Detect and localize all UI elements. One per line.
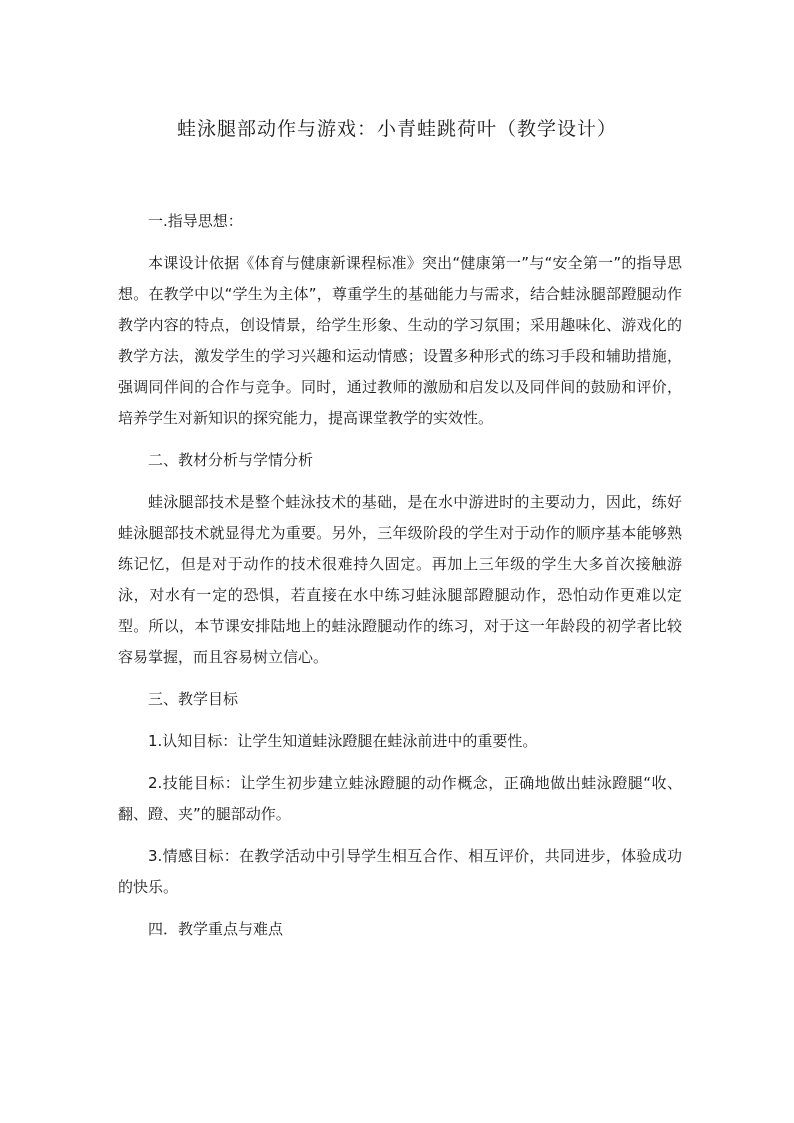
paragraph-material-analysis: 蛙泳腿部技术是整个蛙泳技术的基础，是在水中游进时的主要动力，因此，练好蛙泳腿部技术就显得尤为重要。另外，三年级阶段的学生对于动作的顺序基本能够熟练记忆，但是对于动作的技术很难持久固定。再加上三年级的学生大多首次接触游泳，对水有一定的恐惧，若直接在水中练习蛙泳腿部蹬腿动作，恐怕动作更难以定型。所以，本节课安排陆地上的蛙泳蹬腿动作的练习，对于这一年龄段的初学者比较容易掌握，而且容易树立信心。 [118,493,682,666]
document-body [118,206,682,956]
section-heading-material-analysis: 二、教材分析与学情分析 [148,451,314,469]
paragraph-skill-goal: 2.技能目标：让学生初步建立蛙泳蹬腿的动作概念，正确地做出蛙泳蹬腿“收、翻、蹬、夹”的腿部动作。 [118,774,682,823]
paragraph-cognitive-goal: 1.认知目标：让学生知道蛙泳蹬腿在蛙泳前进中的重要性。 [148,732,538,750]
section-heading-key-points: 四．教学重点与难点 [148,920,284,938]
section-heading-teaching-goals: 三、教学目标 [148,690,239,708]
paragraph-guiding-ideology: 本课设计依据《体育与健康新课程标准》突出“健康第一”与“安全第一”的指导思想。在教学中以“学生为主体”，尊重学生的基础能力与需求，结合蛙泳腿部蹬腿动作教学内容的特点，创设情景，给学生形象、生动的学习氛围；采用趣味化、游戏化的教学方法，激发学生的学习兴趣和运动情感；设置多种形式的练习手段和辅助措施，强调同伴间的合作与竞争。同时，通过教师的激励和启发以及同伴间的鼓励和评价，培养学生对新知识的探究能力，提高课堂教学的实效性。 [118,254,682,427]
section-heading-guiding-ideology: 一.指导思想： [148,212,243,230]
paragraph-emotional-goal: 3.情感目标：在教学活动中引导学生相互合作、相互评价，共同进步，体验成功的快乐。 [118,847,682,896]
document-title: 蛙泳腿部动作与游戏：小青蛙跳荷叶（教学设计） [176,118,617,140]
